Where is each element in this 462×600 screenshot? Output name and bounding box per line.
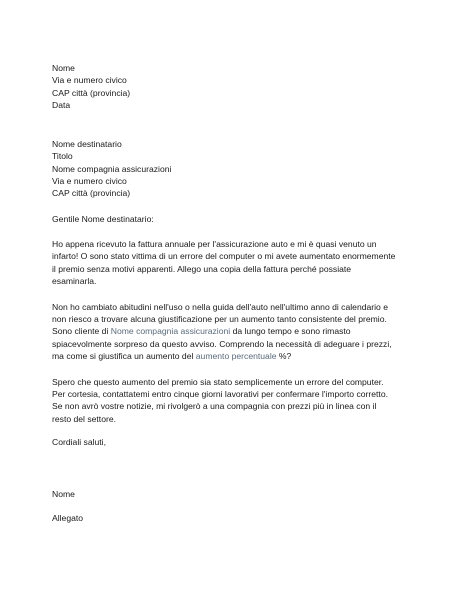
signature-name: Nome (52, 488, 75, 499)
salutation: Gentile Nome destinatario: (52, 213, 154, 224)
paragraph-1: Ho appena ricevuto la fattura annuale per l'assicurazione auto e mi è quasi venuto un infarto! O sono stato vittima di un errore del computer o mi avete aumentato enormemente il premio senza motivi apparenti. Allego una copia della fattura perché possiate esaminarla. (52, 238, 396, 287)
recipient-address (52, 138, 422, 199)
paragraph-2-part-3: %? (276, 351, 292, 362)
recipient-name: Nome destinatario (52, 139, 122, 150)
recipient-city: CAP città (provincia) (52, 188, 131, 199)
percent-placeholder: aumento percentuale (195, 351, 277, 362)
recipient-title: Titolo (52, 151, 73, 162)
paragraph-2-part-2: da lungo tempo e sono rimasto spiacevolmente sorpreso da questo avviso. Comprendo la necessità di adeguare i prezzi, ma come si giustifica un aumento del (52, 326, 392, 362)
recipient-company: Nome compagnia assicurazioni (52, 163, 172, 174)
company-placeholder: Nome compagnia assicurazioni (110, 326, 231, 337)
recipient-street: Via e numero civico (52, 176, 127, 187)
sender-name: Nome (52, 63, 75, 73)
closing: Cordiali saluti, (52, 437, 106, 448)
paragraph-2-part-1: Non ho cambiato abitudini nell'uso o nella guida dell'auto nell'ultimo anno di calendario e non riesco a trovare alcuna giustificazione per un aumento tanto consistente del premio. Sono cliente di (52, 301, 389, 337)
letter-date: Data (52, 99, 71, 110)
sender-city: CAP città (provincia) (52, 87, 131, 98)
sender-street: Via e numero civico (52, 75, 127, 86)
sender-address (52, 62, 422, 111)
paragraph-3: Spero che questo aumento del premio sia stato semplicemente un errore del computer. Per cortesia, contattatemi entro cinque giorni lavorativi per confermare l'importo corretto. Se non avrò vostre notizie, mi rivolgerò a una compagnia con prezzi più in linea con il resto del settore. (52, 376, 388, 424)
paragraph-2 (52, 301, 397, 363)
attachment-label: Allegato (52, 512, 84, 523)
